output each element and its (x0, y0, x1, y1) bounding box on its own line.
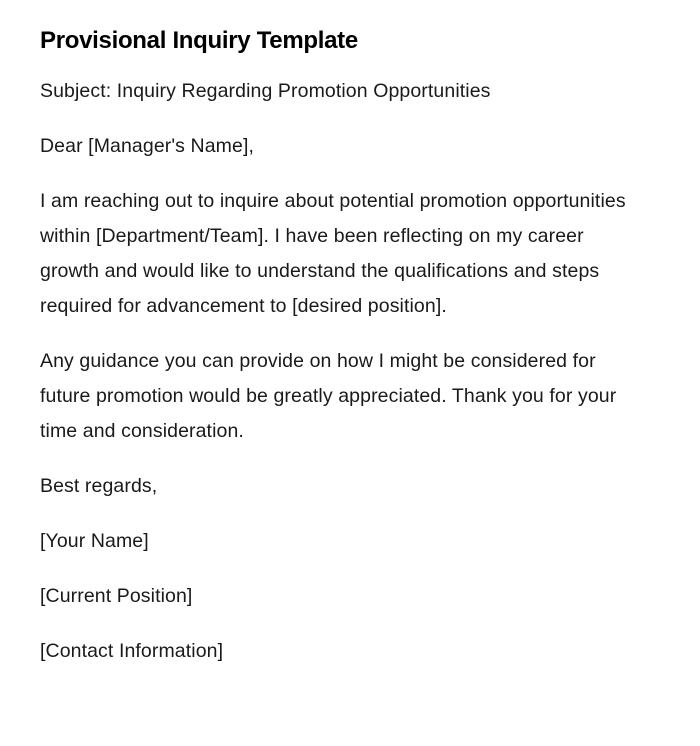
letter-template (40, 24, 645, 689)
body-paragraph-2: Any guidance you can provide on how I might be considered for future promotion would be greatly appreciated. Thank you for your time and consideration. (40, 350, 617, 442)
greeting: Dear [Manager's Name], (40, 135, 255, 157)
signature-name: [Your Name] (40, 530, 149, 552)
body-paragraph-1: I am reaching out to inquire about potential promotion opportunities within [Department/Team]. I have been reflecting on my career growth and would like to understand the qualifications and steps required for advancement to [desired position]. (40, 190, 626, 317)
signature-position: [Current Position] (40, 585, 193, 607)
signature-contact: [Contact Information] (40, 640, 224, 662)
closing: Best regards, (40, 475, 158, 497)
subject-line: Subject: Inquiry Regarding Promotion Opportunities (40, 80, 491, 102)
page-title: Provisional Inquiry Template (40, 27, 358, 54)
